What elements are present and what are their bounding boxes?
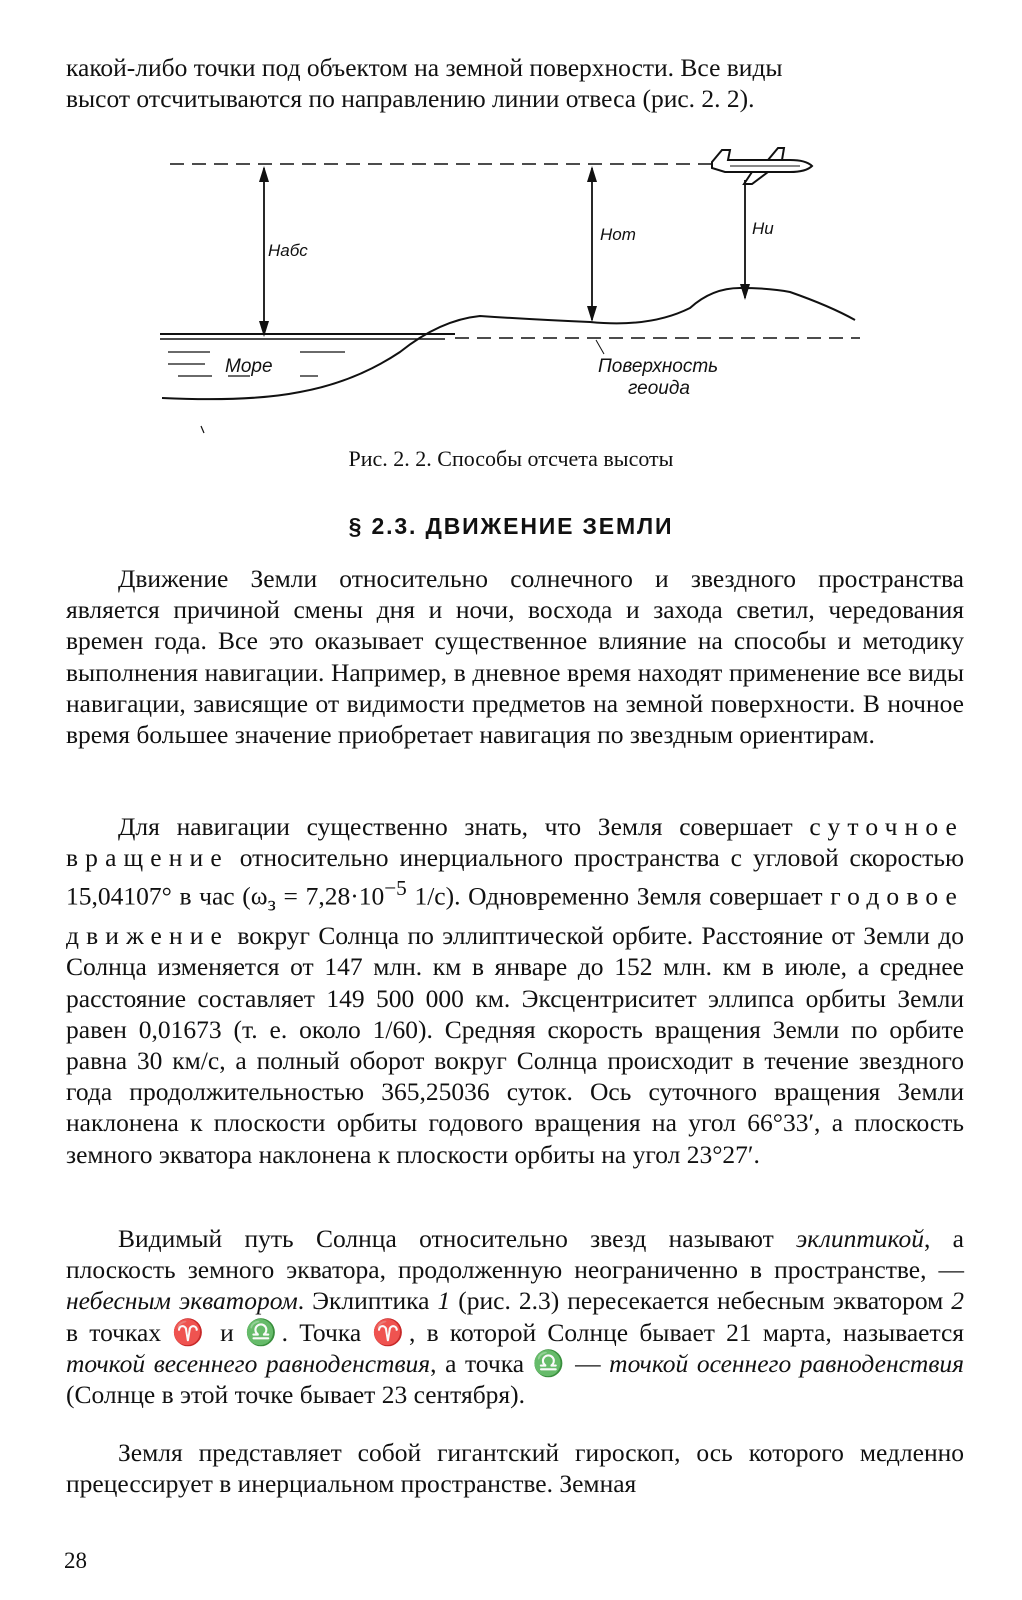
p3-ref-2: 2	[951, 1286, 964, 1316]
p3-text-i: в точках ♈ и ♎. Точка ♈, в которой Солнце бывает 21 марта, называется	[66, 1317, 964, 1347]
paragraph-3	[66, 1223, 964, 1410]
p3-term-ecliptic: эклиптикой	[796, 1224, 924, 1253]
p2-text-c: относительно инерциального пространства с угловой скоростью 15,04107° в час (ω	[66, 843, 964, 911]
section-heading: § 2.3. ДВИЖЕНИЕ ЗЕМЛИ	[348, 513, 674, 539]
figure-caption: Рис. 2. 2. Способы отсчета высоты	[348, 446, 674, 471]
label-h-abs: Hабс	[268, 241, 308, 260]
p2-text-c2: = 7,28·10	[275, 881, 385, 911]
p3-text-a: Видимый путь Солнца относительно звезд называют	[118, 1224, 797, 1253]
p2-text-f: вокруг Солнца по эллиптической орбите. Расстояние от Земли до Солнца изменяется от 147 млн. км в январе до 152 млн. км в июле, а среднее расстояние составляет 149 500 000 км. Эксцентриситет эллипса орбиты Земли равен 0,01673 (т. е. около 1/60). Средняя скорость вращения Земли по орбите равна 30 км/с, а полный оборот вокруг Солнца происходит в течение звездного года продолжительностью 365,25036 суток. Ось суточного вращения Земли наклонена к плоскости орбиты годового вращения на угол 66°33′, а плоскость земного экватора наклонена к плоскости орбиты на угол 23°27′.	[66, 921, 964, 1169]
figure-2-2-altitude-diagram	[0, 130, 1022, 440]
label-geoid-surface-2: геоида	[628, 378, 690, 399]
p2-subscript: з	[267, 892, 276, 916]
label-geoid-surface-1: Поверхность	[598, 356, 719, 377]
p3-text-m: (Солнце в этой точке бывает 23 сентября).	[66, 1380, 526, 1410]
intro-line-2: высот отсчитываются по направлению линии отвеса (рис. 2. 2).	[66, 84, 755, 114]
p3-text-g: (рис. 2.3) пересекается небесным экватором	[450, 1286, 952, 1316]
paragraph-1: Движение Земли относительно солнечного и звездного пространства является причиной смены дня и ночи, восхода и захода светил, чередования времен года. Все это оказывает существенное влияние на способы и методику выполнения навигации. Например, в дневное время находят применение все виды навигации, зависящие от видимости предметов на земной поверхности. В ночное время большее значение приобретает навигация по звездным ориентирам.	[66, 564, 964, 750]
p2-text-d: 1/с). Одновременно Земля совершает	[406, 881, 831, 911]
label-sea: Море	[225, 356, 273, 377]
paragraph-4: Земля представляет собой гигантский гироскоп, ось которого медленно прецессирует в инерциальном пространстве. Земная	[66, 1438, 964, 1499]
p2-term-annual-motion: годовое движение	[66, 881, 964, 951]
intro-paragraph	[66, 52, 964, 114]
p2-term-daily-rotation: суточное вращение	[66, 812, 964, 873]
p3-text-c: , а плоскость земного экватора, продолженную неограниченно в пространстве, —	[66, 1224, 964, 1285]
p3-term-autumnal-equinox: точкой осеннего равноденствия	[609, 1348, 964, 1378]
label-h-i: Hи	[752, 219, 774, 238]
airplane-icon	[712, 148, 812, 184]
paragraph-2	[66, 811, 964, 1170]
p2-superscript: −5	[384, 876, 407, 901]
p3-text-k: , а точка ♎ —	[430, 1348, 610, 1378]
p3-term-vernal-equinox: точкой весеннего равноденствия	[66, 1348, 431, 1378]
p3-text-e: . Эклиптика	[297, 1286, 438, 1316]
intro-line-1: какой-либо точки под объектом на земной поверхности. Все виды	[66, 53, 783, 82]
label-h-ot: Hот	[600, 225, 636, 244]
p2-text-a: Для навигации существенно знать, что Земля совершает	[118, 812, 810, 841]
p3-ref-1: 1	[437, 1286, 451, 1316]
page-number: 28	[64, 1548, 87, 1573]
p3-term-celestial-equator: небесным экватором	[66, 1286, 298, 1316]
